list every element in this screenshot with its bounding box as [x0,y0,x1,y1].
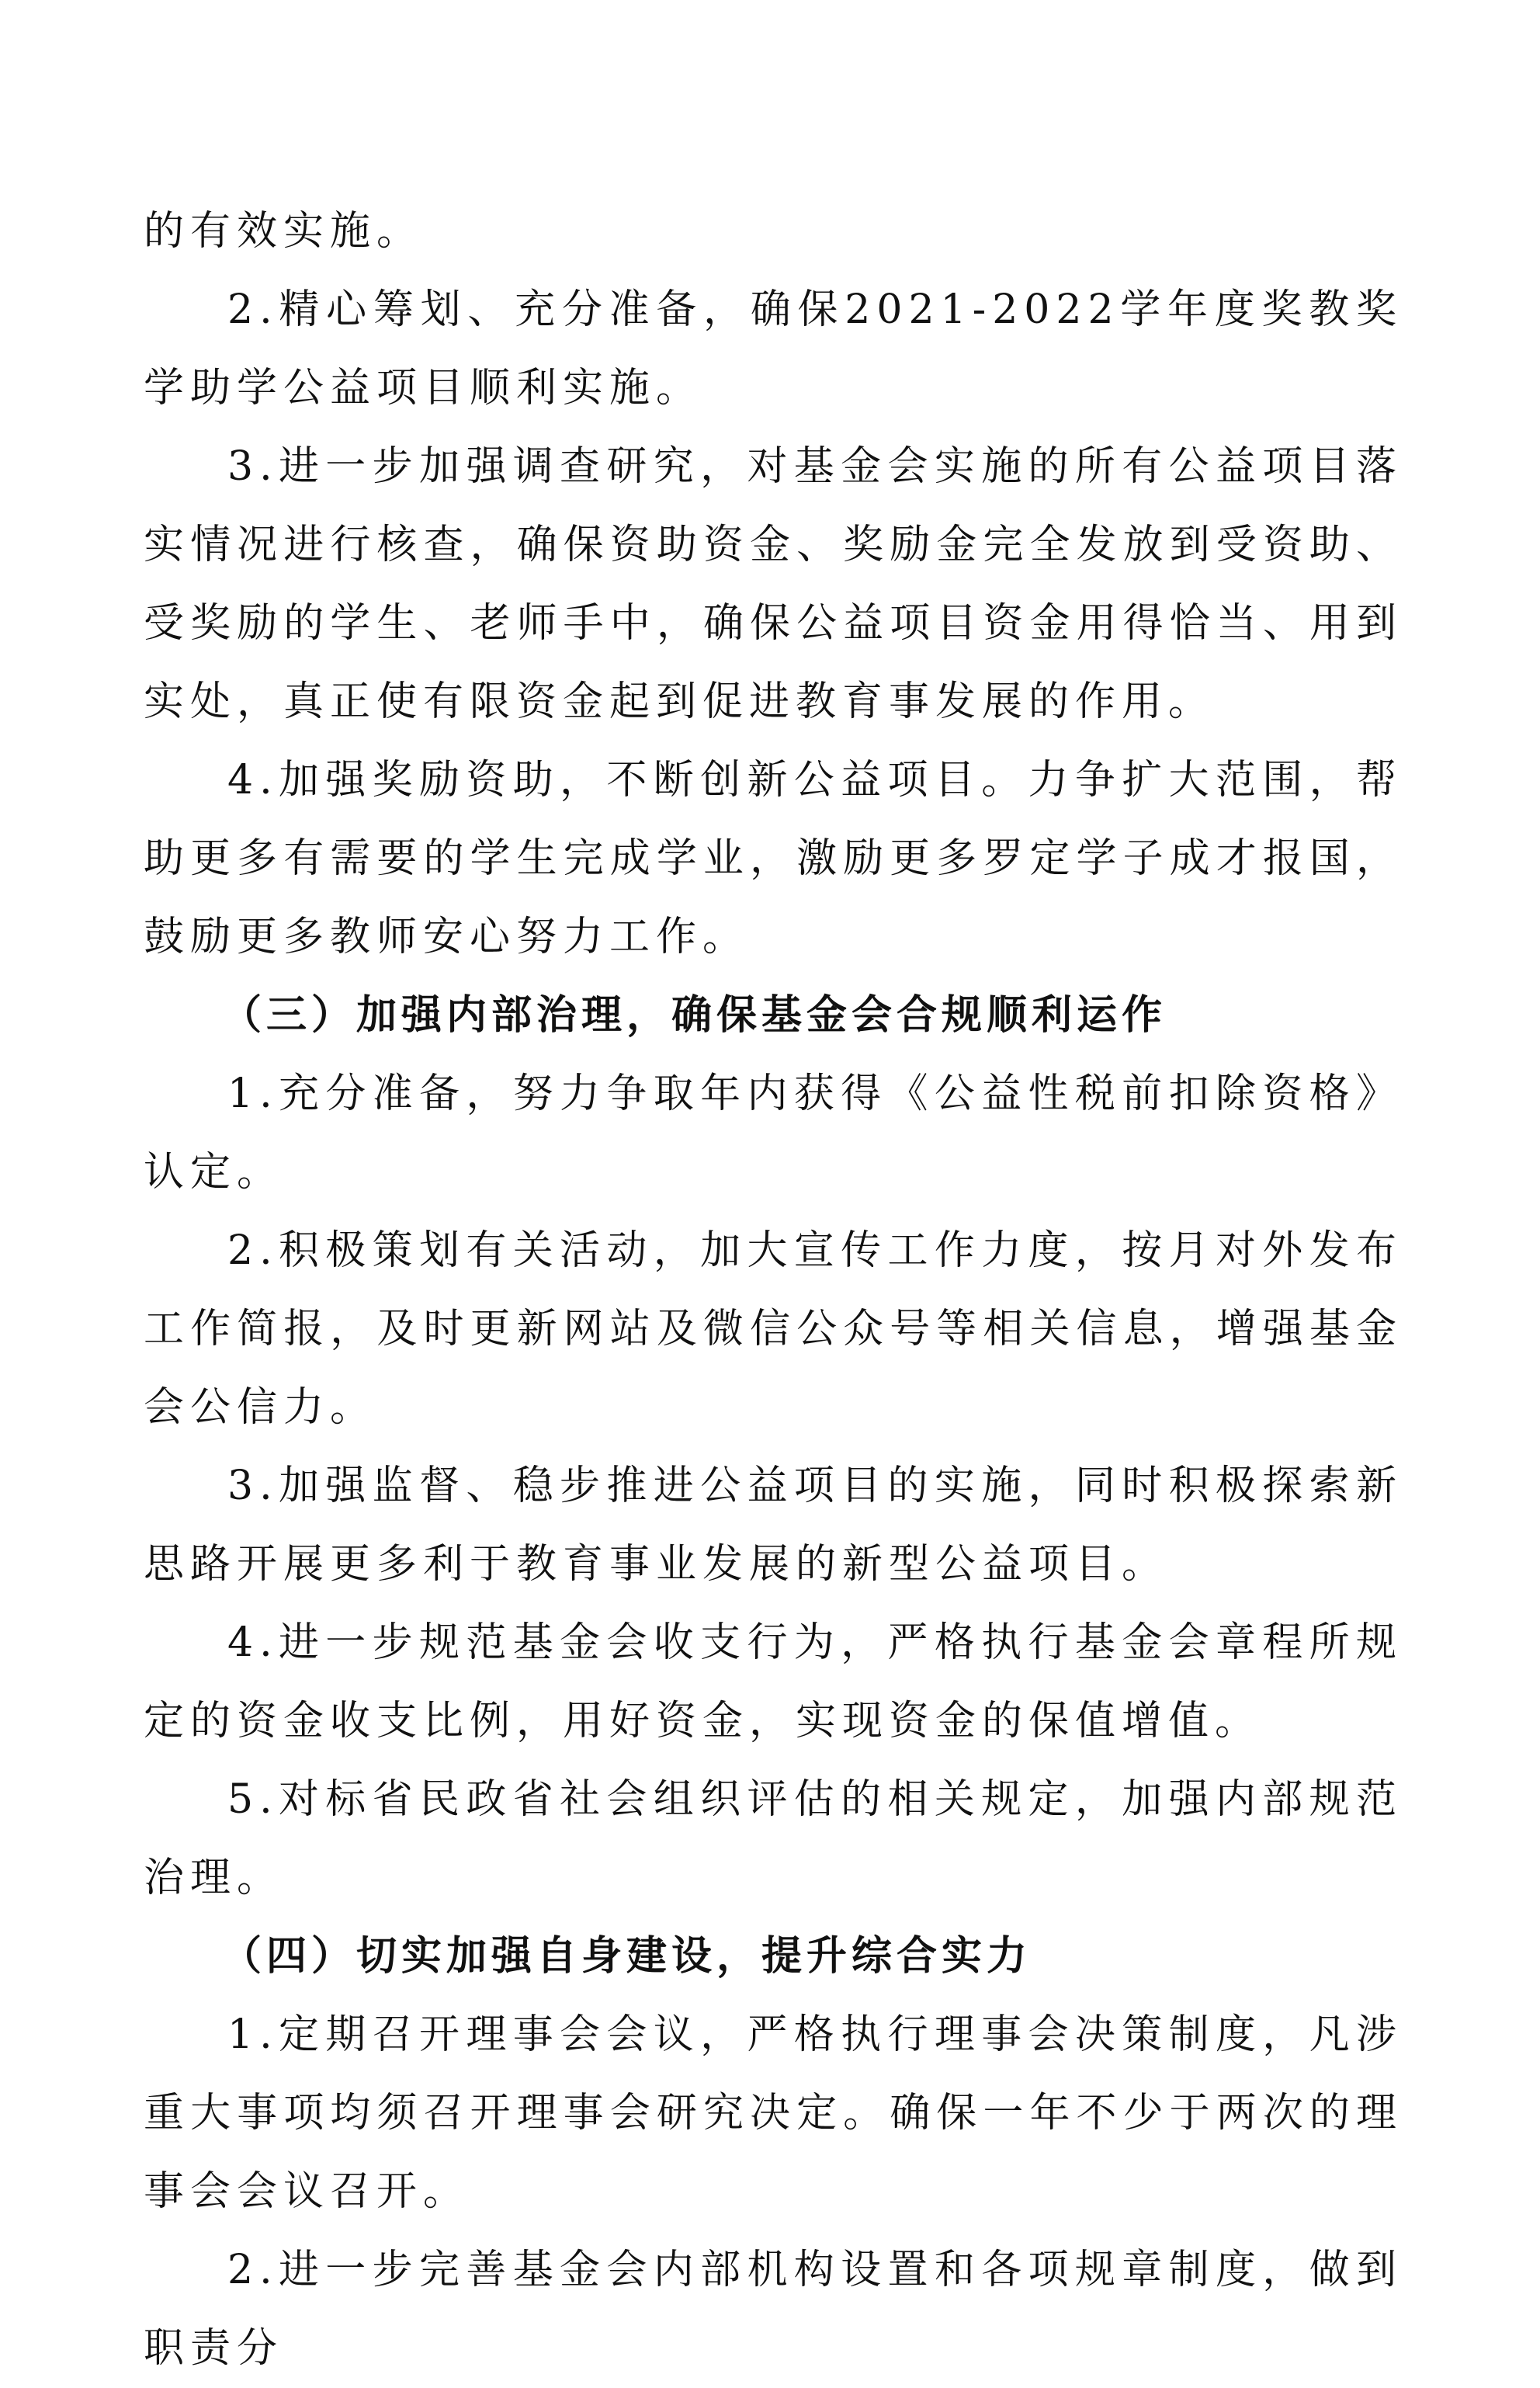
paragraph-item-1: 1.定期召开理事会会议，严格执行理事会决策制度，凡涉重大事项均须召开理事会研究决定。确保一年不少于两次的理事会会议召开。 [144,2011,1403,2215]
paragraph-item-1: 1.充分准备，努力争取年内获得《公益性税前扣除资格》认定。 [144,1071,1403,1196]
section-heading-4: （四）切实加强自身建设，提升综合实力 [221,1933,1032,1980]
paragraph-item-3: 3.加强监督、稳步推进公益项目的实施，同时积极探索新思路开展更多利于教育事业发展的新型公益项目。 [144,1463,1403,1588]
paragraph-continuation: 的有效实施。 [144,208,424,255]
paragraph-item-3: 3.进一步加强调查研究，对基金会实施的所有公益项目落实情况进行核查，确保资助资金、奖励金完全发放到受资助、受奖励的学生、老师手中，确保公益项目资金用得恰当、用到实处，真正使有限资金起到促进教育事发展的作用。 [144,443,1403,725]
paragraph-item-2: 2.进一步完善基金会内部机构设置和各项规章制度，做到职责分 [144,2247,1403,2372]
paragraph-item-2: 2.积极策划有关活动，加大宣传工作力度，按月对外发布工作简报，及时更新网站及微信公众号等相关信息，增强基金会公信力。 [144,1227,1403,1431]
paragraph-item-2: 2.精心筹划、充分准备，确保2021-2022学年度奖教奖学助学公益项目顺利实施。 [144,286,1403,411]
section-heading-3: （三）加强内部治理，确保基金会合规顺利运作 [221,992,1167,1039]
document-body [144,193,1403,2388]
paragraph-item-4: 4.加强奖励资助，不断创新公益项目。力争扩大范围，帮助更多有需要的学生完成学业，激励更多罗定学子成才报国，鼓励更多教师安心努力工作。 [144,757,1403,960]
paragraph-item-4: 4.进一步规范基金会收支行为，严格执行基金会章程所规定的资金收支比例，用好资金，实现资金的保值增值。 [144,1619,1403,1744]
paragraph-item-5: 5.对标省民政省社会组织评估的相关规定，加强内部规范治理。 [144,1776,1403,1901]
